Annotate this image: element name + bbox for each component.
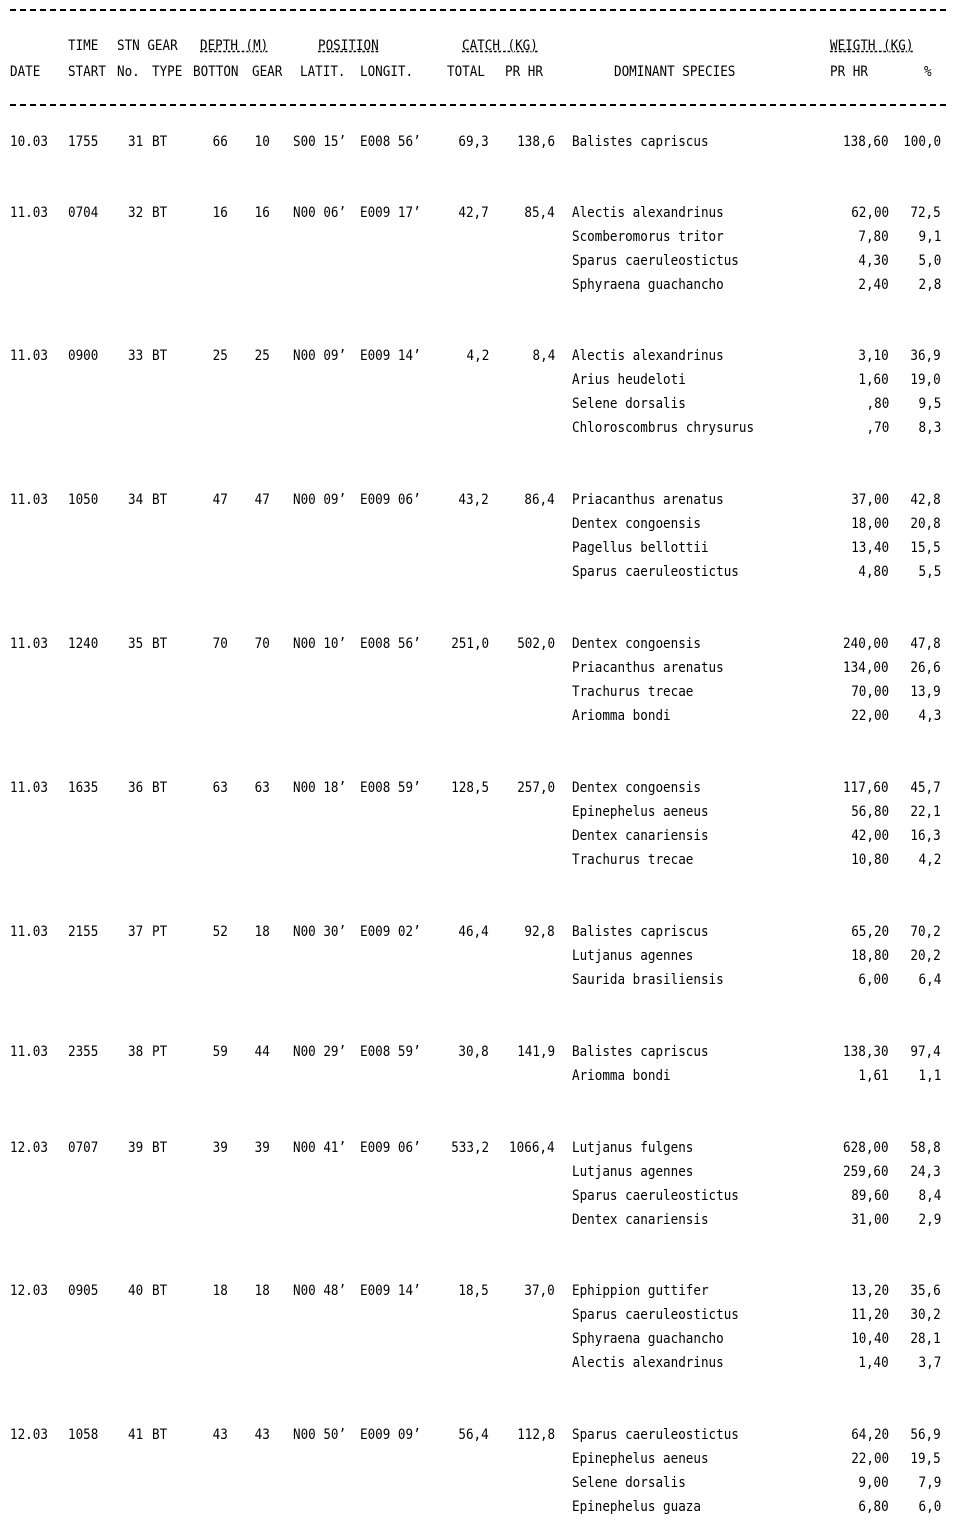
cell-latitude: N00 18’ <box>293 780 347 796</box>
species-name: Selene dorsalis <box>572 396 686 412</box>
cell-station-no: 37 <box>128 924 144 940</box>
cell-catch-prhr: 85,4 <box>524 205 555 221</box>
species-weight-prhr: 65,20 <box>851 924 889 940</box>
cell-latitude: N00 41’ <box>293 1140 347 1156</box>
cell-time-start: 1755 <box>68 134 99 150</box>
cell-catch-total: 251,0 <box>451 636 489 652</box>
cell-depth-gear: 18 <box>254 1283 270 1299</box>
cell-gear-type: BT <box>152 134 168 150</box>
species-weight-pct: 3,7 <box>918 1355 941 1371</box>
species-name: Priacanthus arenatus <box>572 492 724 508</box>
cell-catch-total: 18,5 <box>458 1283 489 1299</box>
cell-catch-prhr: 138,6 <box>517 134 555 150</box>
species-name: Ariomma bondi <box>572 708 671 724</box>
cell-depth-bottom: 47 <box>212 492 228 508</box>
cell-latitude: N00 10’ <box>293 636 347 652</box>
cell-depth-gear: 25 <box>254 348 270 364</box>
species-name: Epinephelus guaza <box>572 1499 701 1515</box>
species-name: Dentex canariensis <box>572 1212 709 1228</box>
cell-catch-prhr: 502,0 <box>517 636 555 652</box>
species-weight-pct: 1,1 <box>918 1068 941 1084</box>
header-catch-prhr: PR HR <box>505 64 543 80</box>
cell-depth-bottom: 63 <box>212 780 228 796</box>
header-weigth: WEIGTH (KG) <box>830 38 914 54</box>
cell-latitude: N00 50’ <box>293 1427 347 1443</box>
cell-depth-bottom: 52 <box>212 924 228 940</box>
species-weight-prhr: 117,60 <box>843 780 889 796</box>
species-name: Sparus caeruleostictus <box>572 1188 739 1204</box>
cell-depth-gear: 39 <box>254 1140 270 1156</box>
cell-catch-total: 42,7 <box>458 205 489 221</box>
cell-gear-type: BT <box>152 780 168 796</box>
cell-depth-gear: 43 <box>254 1427 270 1443</box>
cell-catch-prhr: 112,8 <box>517 1427 555 1443</box>
cell-time-start: 2155 <box>68 924 99 940</box>
species-name: Arius heudeloti <box>572 372 686 388</box>
species-weight-pct: 58,8 <box>910 1140 941 1156</box>
species-name: Balistes capriscus <box>572 1044 709 1060</box>
cell-longitude: E008 59’ <box>360 780 421 796</box>
species-name: Ephippion guttifer <box>572 1283 709 1299</box>
species-weight-prhr: 4,30 <box>858 253 889 269</box>
cell-longitude: E009 14’ <box>360 1283 421 1299</box>
species-name: Sphyraena guachancho <box>572 277 724 293</box>
species-weight-pct: 9,5 <box>918 396 941 412</box>
cell-depth-gear: 47 <box>254 492 270 508</box>
species-weight-pct: 30,2 <box>910 1307 941 1323</box>
species-weight-pct: 24,3 <box>910 1164 941 1180</box>
species-name: Trachurus trecae <box>572 684 694 700</box>
cell-time-start: 0707 <box>68 1140 99 1156</box>
cell-longitude: E008 56’ <box>360 636 421 652</box>
species-name: Trachurus trecae <box>572 852 694 868</box>
cell-date: 12.03 <box>10 1427 48 1443</box>
species-weight-pct: 2,9 <box>918 1212 941 1228</box>
species-weight-pct: 45,7 <box>910 780 941 796</box>
species-weight-prhr: 10,40 <box>851 1331 889 1347</box>
species-weight-prhr: 70,00 <box>851 684 889 700</box>
header-weigth-pct: % <box>924 64 932 80</box>
species-weight-prhr: 134,00 <box>843 660 889 676</box>
cell-longitude: E009 17’ <box>360 205 421 221</box>
species-weight-pct: 5,5 <box>918 564 941 580</box>
species-name: Dentex canariensis <box>572 828 709 844</box>
species-weight-pct: 9,1 <box>918 229 941 245</box>
species-weight-prhr: 4,80 <box>858 564 889 580</box>
cell-latitude: N00 09’ <box>293 492 347 508</box>
cell-depth-gear: 18 <box>254 924 270 940</box>
cell-depth-bottom: 70 <box>212 636 228 652</box>
cell-depth-bottom: 39 <box>212 1140 228 1156</box>
cell-time-start: 0905 <box>68 1283 99 1299</box>
cell-station-no: 41 <box>128 1427 144 1443</box>
species-weight-prhr: 138,30 <box>843 1044 889 1060</box>
cell-catch-total: 46,4 <box>458 924 489 940</box>
species-weight-prhr: ,70 <box>866 420 889 436</box>
species-weight-prhr: 9,00 <box>858 1475 889 1491</box>
species-weight-pct: 8,3 <box>918 420 941 436</box>
cell-catch-total: 128,5 <box>451 780 489 796</box>
cell-gear-type: PT <box>152 1044 168 1060</box>
species-weight-pct: 35,6 <box>910 1283 941 1299</box>
cell-station-no: 39 <box>128 1140 144 1156</box>
species-weight-pct: 36,9 <box>910 348 941 364</box>
species-name: Lutjanus agennes <box>572 1164 694 1180</box>
species-weight-pct: 19,0 <box>910 372 941 388</box>
species-name: Balistes capriscus <box>572 134 709 150</box>
cell-longitude: E009 06’ <box>360 1140 421 1156</box>
header-stn-gear: STN GEAR <box>117 38 178 54</box>
species-weight-prhr: 7,80 <box>858 229 889 245</box>
species-weight-pct: 15,5 <box>910 540 941 556</box>
cell-station-no: 40 <box>128 1283 144 1299</box>
species-name: Chloroscombrus chrysurus <box>572 420 755 436</box>
top-dashed-rule <box>10 9 946 11</box>
species-name: Sparus caeruleostictus <box>572 1307 739 1323</box>
species-weight-prhr: 31,00 <box>851 1212 889 1228</box>
cell-date: 12.03 <box>10 1140 48 1156</box>
header-dominant-species: DOMINANT SPECIES <box>614 64 736 80</box>
species-weight-pct: 4,3 <box>918 708 941 724</box>
cell-longitude: E009 06’ <box>360 492 421 508</box>
species-name: Epinephelus aeneus <box>572 804 709 820</box>
header-start: START <box>68 64 106 80</box>
cell-longitude: E009 09’ <box>360 1427 421 1443</box>
cell-station-no: 36 <box>128 780 144 796</box>
header-depth: DEPTH (M) <box>200 38 269 54</box>
species-weight-pct: 20,8 <box>910 516 941 532</box>
species-weight-pct: 13,9 <box>910 684 941 700</box>
species-name: Priacanthus arenatus <box>572 660 724 676</box>
cell-time-start: 1050 <box>68 492 99 508</box>
cell-depth-bottom: 18 <box>212 1283 228 1299</box>
cell-gear-type: BT <box>152 1427 168 1443</box>
cell-catch-prhr: 37,0 <box>524 1283 555 1299</box>
species-name: Alectis alexandrinus <box>572 205 724 221</box>
header-gear: GEAR <box>252 64 283 80</box>
species-weight-prhr: 18,00 <box>851 516 889 532</box>
species-weight-prhr: 3,10 <box>858 348 889 364</box>
species-weight-pct: 70,2 <box>910 924 941 940</box>
species-weight-pct: 20,2 <box>910 948 941 964</box>
cell-station-no: 31 <box>128 134 144 150</box>
header-dashed-rule <box>10 104 946 106</box>
header-total: TOTAL <box>447 64 485 80</box>
cell-station-no: 38 <box>128 1044 144 1060</box>
cell-latitude: N00 30’ <box>293 924 347 940</box>
cell-gear-type: PT <box>152 924 168 940</box>
header-longit: LONGIT. <box>360 64 414 80</box>
cell-depth-gear: 63 <box>254 780 270 796</box>
cell-depth-gear: 44 <box>254 1044 270 1060</box>
species-weight-prhr: 6,00 <box>858 972 889 988</box>
species-weight-pct: 100,0 <box>903 134 941 150</box>
cell-depth-bottom: 59 <box>212 1044 228 1060</box>
cell-gear-type: BT <box>152 348 168 364</box>
species-name: Lutjanus fulgens <box>572 1140 694 1156</box>
species-name: Sparus caeruleostictus <box>572 253 739 269</box>
species-weight-prhr: 62,00 <box>851 205 889 221</box>
cell-date: 12.03 <box>10 1283 48 1299</box>
cell-gear-type: BT <box>152 636 168 652</box>
species-weight-pct: 8,4 <box>918 1188 941 1204</box>
species-name: Selene dorsalis <box>572 1475 686 1491</box>
header-no: No. <box>117 64 140 80</box>
cell-catch-total: 43,2 <box>458 492 489 508</box>
cell-station-no: 34 <box>128 492 144 508</box>
cell-catch-total: 69,3 <box>458 134 489 150</box>
species-weight-prhr: 138,60 <box>843 134 889 150</box>
species-weight-pct: 22,1 <box>910 804 941 820</box>
cell-date: 11.03 <box>10 205 48 221</box>
cell-date: 11.03 <box>10 348 48 364</box>
cell-date: 11.03 <box>10 1044 48 1060</box>
species-weight-prhr: ,80 <box>866 396 889 412</box>
cell-depth-bottom: 25 <box>212 348 228 364</box>
species-weight-pct: 26,6 <box>910 660 941 676</box>
header-position: POSITION <box>318 38 379 54</box>
cell-gear-type: BT <box>152 205 168 221</box>
cell-gear-type: BT <box>152 1283 168 1299</box>
cell-latitude: N00 06’ <box>293 205 347 221</box>
species-weight-pct: 19,5 <box>910 1451 941 1467</box>
cell-depth-gear: 70 <box>254 636 270 652</box>
species-weight-prhr: 1,61 <box>858 1068 889 1084</box>
species-weight-prhr: 1,40 <box>858 1355 889 1371</box>
cell-depth-bottom: 43 <box>212 1427 228 1443</box>
header-time: TIME <box>68 38 99 54</box>
cell-catch-total: 533,2 <box>451 1140 489 1156</box>
cell-latitude: N00 09’ <box>293 348 347 364</box>
species-weight-prhr: 22,00 <box>851 708 889 724</box>
cell-time-start: 0900 <box>68 348 99 364</box>
species-name: Lutjanus agennes <box>572 948 694 964</box>
species-name: Dentex congoensis <box>572 636 701 652</box>
species-weight-prhr: 89,60 <box>851 1188 889 1204</box>
cell-time-start: 1058 <box>68 1427 99 1443</box>
species-weight-prhr: 37,00 <box>851 492 889 508</box>
species-name: Epinephelus aeneus <box>572 1451 709 1467</box>
species-weight-prhr: 628,00 <box>843 1140 889 1156</box>
cell-catch-total: 56,4 <box>458 1427 489 1443</box>
cell-station-no: 32 <box>128 205 144 221</box>
cell-longitude: E008 56’ <box>360 134 421 150</box>
cell-depth-bottom: 66 <box>212 134 228 150</box>
species-name: Dentex congoensis <box>572 780 701 796</box>
cell-gear-type: BT <box>152 492 168 508</box>
species-weight-prhr: 13,40 <box>851 540 889 556</box>
cell-date: 11.03 <box>10 492 48 508</box>
header-type: TYPE <box>152 64 183 80</box>
header-botton: BOTTON <box>193 64 239 80</box>
cell-catch-prhr: 1066,4 <box>509 1140 555 1156</box>
cell-longitude: E008 59’ <box>360 1044 421 1060</box>
cell-catch-prhr: 257,0 <box>517 780 555 796</box>
species-weight-prhr: 2,40 <box>858 277 889 293</box>
species-weight-pct: 6,4 <box>918 972 941 988</box>
species-weight-prhr: 259,60 <box>843 1164 889 1180</box>
cell-longitude: E009 02’ <box>360 924 421 940</box>
species-weight-prhr: 11,20 <box>851 1307 889 1323</box>
cell-latitude: N00 29’ <box>293 1044 347 1060</box>
cell-depth-gear: 10 <box>254 134 270 150</box>
cell-time-start: 0704 <box>68 205 99 221</box>
cell-date: 11.03 <box>10 636 48 652</box>
species-weight-prhr: 13,20 <box>851 1283 889 1299</box>
cell-catch-prhr: 8,4 <box>532 348 555 364</box>
cell-latitude: S00 15’ <box>293 134 347 150</box>
species-name: Ariomma bondi <box>572 1068 671 1084</box>
species-name: Balistes capriscus <box>572 924 709 940</box>
species-weight-pct: 28,1 <box>910 1331 941 1347</box>
species-weight-pct: 6,0 <box>918 1499 941 1515</box>
species-weight-prhr: 240,00 <box>843 636 889 652</box>
cell-depth-gear: 16 <box>254 205 270 221</box>
species-name: Alectis alexandrinus <box>572 348 724 364</box>
species-name: Alectis alexandrinus <box>572 1355 724 1371</box>
header-date: DATE <box>10 64 41 80</box>
cell-catch-prhr: 86,4 <box>524 492 555 508</box>
species-name: Sparus caeruleostictus <box>572 564 739 580</box>
species-name: Pagellus bellottii <box>572 540 709 556</box>
species-weight-prhr: 18,80 <box>851 948 889 964</box>
cell-time-start: 1240 <box>68 636 99 652</box>
species-weight-pct: 42,8 <box>910 492 941 508</box>
species-name: Scomberomorus tritor <box>572 229 724 245</box>
species-weight-pct: 7,9 <box>918 1475 941 1491</box>
species-name: Sphyraena guachancho <box>572 1331 724 1347</box>
species-weight-pct: 47,8 <box>910 636 941 652</box>
species-weight-prhr: 6,80 <box>858 1499 889 1515</box>
species-weight-pct: 97,4 <box>910 1044 941 1060</box>
species-weight-prhr: 22,00 <box>851 1451 889 1467</box>
species-weight-pct: 72,5 <box>910 205 941 221</box>
cell-date: 11.03 <box>10 924 48 940</box>
species-weight-prhr: 56,80 <box>851 804 889 820</box>
cell-station-no: 33 <box>128 348 144 364</box>
cell-date: 10.03 <box>10 134 48 150</box>
cell-longitude: E009 14’ <box>360 348 421 364</box>
cell-catch-prhr: 92,8 <box>524 924 555 940</box>
species-name: Dentex congoensis <box>572 516 701 532</box>
species-weight-pct: 4,2 <box>918 852 941 868</box>
header-catch: CATCH (KG) <box>462 38 538 54</box>
cell-latitude: N00 48’ <box>293 1283 347 1299</box>
species-weight-pct: 2,8 <box>918 277 941 293</box>
header-weigth-prhr: PR HR <box>830 64 868 80</box>
cell-time-start: 1635 <box>68 780 99 796</box>
cell-station-no: 35 <box>128 636 144 652</box>
cell-date: 11.03 <box>10 780 48 796</box>
species-weight-pct: 16,3 <box>910 828 941 844</box>
cell-catch-total: 30,8 <box>458 1044 489 1060</box>
species-weight-pct: 5,0 <box>918 253 941 269</box>
cell-catch-prhr: 141,9 <box>517 1044 555 1060</box>
cell-catch-total: 4,2 <box>466 348 489 364</box>
species-weight-prhr: 64,20 <box>851 1427 889 1443</box>
species-weight-prhr: 42,00 <box>851 828 889 844</box>
species-weight-prhr: 1,60 <box>858 372 889 388</box>
species-weight-prhr: 10,80 <box>851 852 889 868</box>
species-name: Sparus caeruleostictus <box>572 1427 739 1443</box>
cell-gear-type: BT <box>152 1140 168 1156</box>
species-weight-pct: 56,9 <box>910 1427 941 1443</box>
header-latit: LATIT. <box>300 64 346 80</box>
cell-time-start: 2355 <box>68 1044 99 1060</box>
species-name: Saurida brasiliensis <box>572 972 724 988</box>
cell-depth-bottom: 16 <box>212 205 228 221</box>
